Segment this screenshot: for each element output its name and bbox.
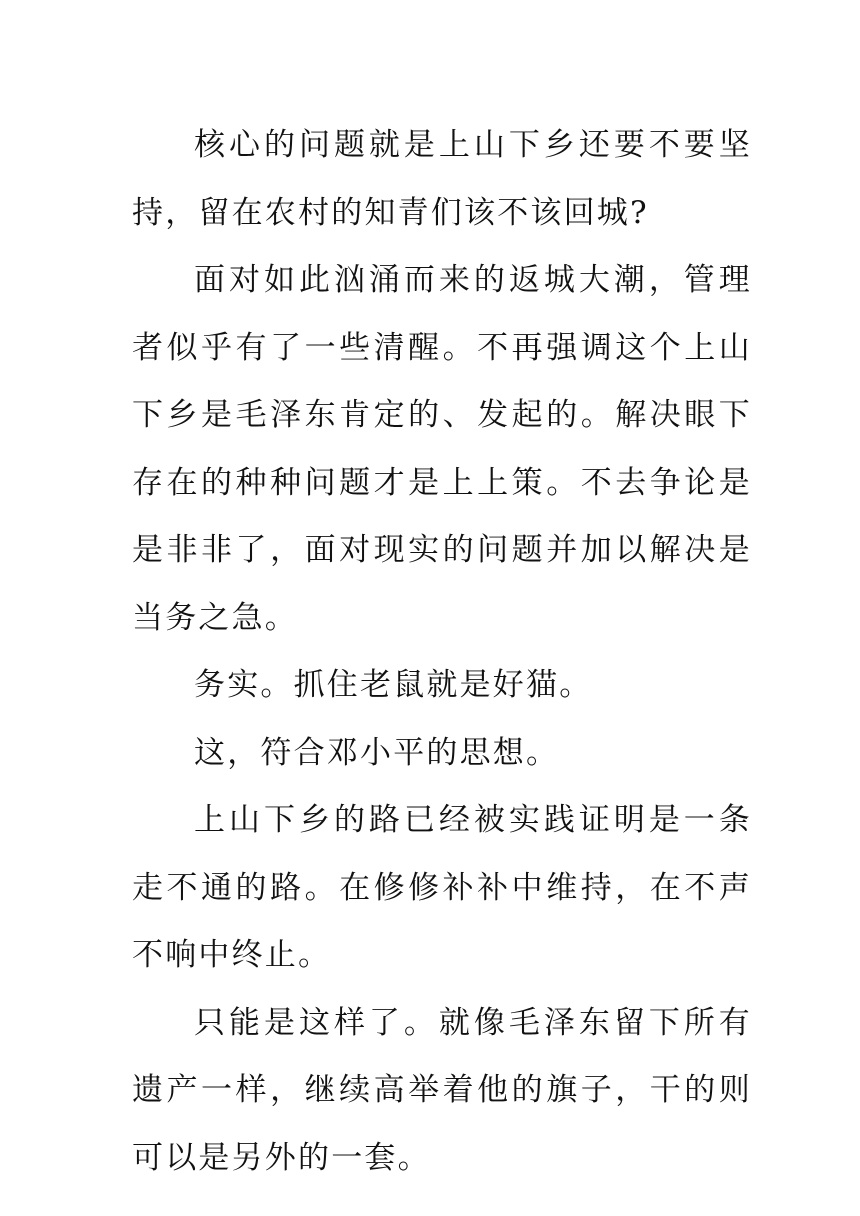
paragraph-3: 务实。抓住老鼠就是好猫。 — [194, 667, 593, 703]
paragraph-1: 核心的问题就是上山下乡还要不要坚持，留在农村的知青们该不该回城? — [132, 127, 752, 231]
paragraph-2: 面对如此汹涌而来的返城大潮，管理者似乎有了一些清醒。不再强调这个上山下乡是毛泽东肯定的、发起的。解决眼下存在的种种问题才是上上策。不去争论是是非非了，面对现实的问题并加以解决是当务之急。 — [132, 262, 752, 636]
body-text — [132, 112, 752, 1192]
paragraph-5: 上山下乡的路已经被实践证明是一条走不通的路。在修修补补中维持，在不声不响中终止。 — [132, 802, 752, 973]
paragraph-6: 只能是这样了。就像毛泽东留下所有遗产一样，继续高举着他的旗子，干的则可以是另外的一套。 — [132, 1004, 752, 1176]
paragraph-4: 这，符合邓小平的思想。 — [194, 734, 560, 771]
